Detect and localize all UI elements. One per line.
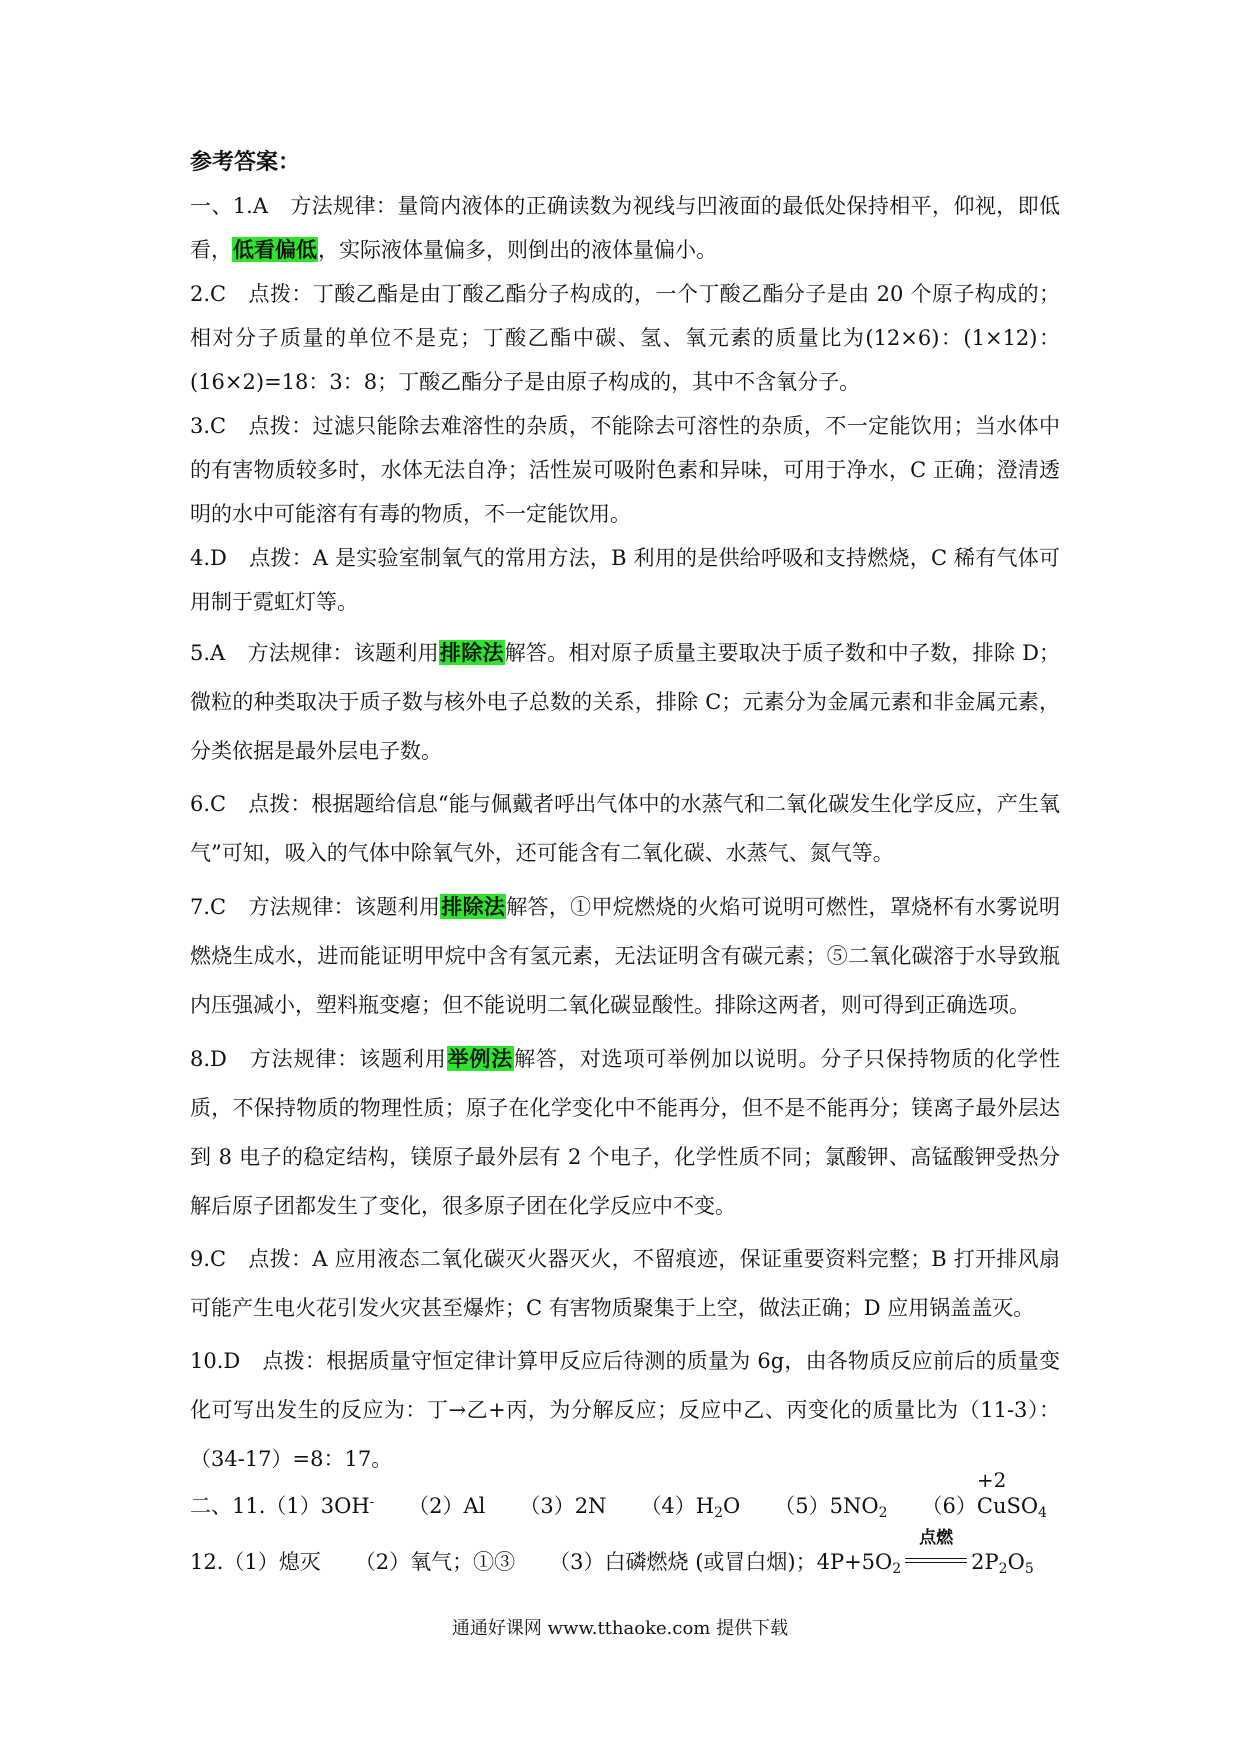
answer-text: 方法规律：量筒内液体的正确读数为视线与凹液面的最低处保持相平，仰视，即低看，: [190, 194, 1060, 262]
highlighted-term: 排除法: [439, 640, 504, 665]
answer-label: 9.C: [190, 1247, 227, 1271]
reaction-condition: 点燃: [901, 1540, 971, 1584]
answer-text: 方法规律：该题利用: [248, 895, 441, 919]
answer-text: 方法规律：该题利用: [248, 1047, 447, 1071]
page-footer: 通通好课网 www.tthaoke.com 提供下载: [451, 1618, 789, 1639]
answer-item: [190, 1337, 1060, 1484]
section-two-prefix: 二、: [190, 1494, 232, 1518]
answer-text: 点拨：根据质量守恒定律计算甲反应后待测的质量为 6g，由各物质反应前后的质量变化可写出发生的反应为：丁→乙+丙，为分解反应；反应中乙、丙变化的质量比为（11-3）：（34-17）=8：17。: [190, 1349, 1060, 1471]
answer-label: 2.C: [190, 282, 227, 306]
answer-item: [190, 1235, 1060, 1333]
answer-text: 解答。相对原子质量主要取决于质子数和中子数，排除 D；微粒的种类取决于质子数与核外电子总数的关系，排除 C；元素分为金属元素和非金属元素，分类依据是最外层电子数。: [190, 641, 1061, 763]
q12-part-2: （2）氧气；①③: [354, 1550, 516, 1574]
highlighted-term: 举例法: [447, 1046, 514, 1071]
highlighted-term: 排除法: [441, 894, 506, 919]
answer-label: 1.A: [232, 194, 268, 218]
answer-page: [190, 140, 1060, 1584]
q11-label: 11.: [232, 1494, 266, 1518]
answer-item: [190, 536, 1060, 624]
question-12: [190, 1528, 1060, 1584]
answer-item: [190, 272, 1060, 404]
q12-part-1: （1）熄灭: [223, 1550, 321, 1574]
highlighted-term: 低看偏低: [233, 237, 317, 262]
q11-part-4: $(4)H_2O$: [640, 1494, 741, 1521]
q11-part-3: （3）2N: [519, 1494, 607, 1518]
q11-part-6: （6） +2 CuSO$_4$: [922, 1484, 1048, 1528]
page-heading: 参考答案：: [190, 149, 301, 175]
answer-item: [190, 404, 1060, 536]
answer-item: [190, 1034, 1060, 1231]
q11-part-2: （2）Al: [408, 1494, 486, 1518]
section-one-prefix: 一、: [190, 194, 233, 218]
answer-text: 点拨：丁酸乙酯是由丁酸乙酯分子构成的，一个丁酸乙酯分子是由 20 个原子构成的；相对分子质量的单位不是克；丁酸乙酯中碳、氢、氧元素的质量比为(12×6)：(1×12)：(16×2)=18：3：8；丁酸乙酯分子是由原子构成的，其中不含氧分子。: [190, 282, 1060, 394]
answer-text: 点拨：A 应用液态二氧化碳灭火器灭火，不留痕迹，保证重要资料完整；B 打开排风扇可能产生电火花引发火灾甚至爆炸；C 有害物质聚集于上空，做法正确；D 应用锅盖盖灭。: [190, 1247, 1060, 1320]
answer-label: 3.C: [190, 414, 227, 438]
answer-text: 点拨：过滤只能除去难溶性的杂质，不能除去可溶性的杂质，不一定能饮用；当水体中的有害物质较多时，水体无法自净；活性炭可吸附色素和异味，可用于净水，C 正确；澄清透明的水中可能溶有有毒的物质，不一定能饮用。: [190, 414, 1060, 526]
answer-text: 解答，对选项可举例加以说明。分子只保持物质的化学性质，不保持物质的物理性质；原子在化学变化中不能再分，但不是不能再分；镁离子最外层达到 8 电子的稳定结构，镁原子最外层有 2 个电子，化学性质不同；氯酸钾、高锰酸钾受热分解后原子团都发生了变化，很多原子团在化学反应中不变。: [190, 1047, 1061, 1218]
answer-item: [190, 628, 1060, 776]
answer-text: 方法规律：该题利用: [247, 641, 439, 665]
answer-item: [190, 882, 1060, 1030]
answer-text: ，实际液体量偏多，则倒出的液体量偏小。: [318, 238, 717, 262]
answer-item: [190, 184, 1060, 272]
valence-marker: +2 Cu: [976, 1468, 1007, 1518]
q12-part-3: （3）白磷燃烧 (或冒白烟)；$4P+5O_2$ 点燃 $2P_2O_5$: [549, 1550, 1034, 1574]
answer-label: 4.D: [190, 546, 227, 570]
answer-label: 7.C: [190, 895, 227, 919]
answer-label: 5.A: [190, 641, 226, 665]
q11-part-1: （1）3OH-: [265, 1494, 375, 1518]
q11-part-5: $(5)5NO_2$: [774, 1494, 888, 1521]
answer-text: 解答，①甲烷燃烧的火焰可说明可燃性，罩烧杯有水雾说明燃烧生成水，进而能证明甲烷中含有氢元素，无法证明含有碳元素；⑤二氧化碳溶于水导致瓶内压强减小，塑料瓶变瘪；但不能说明二氧化碳显酸性。排除这两者，则可得到正确选项。: [190, 895, 1061, 1017]
answer-text: 点拨：A 是实验室制氧气的常用方法，B 利用的是供给呼吸和支持燃烧，C 稀有气体可用制于霓虹灯等。: [190, 546, 1060, 614]
answer-label: 6.C: [190, 792, 227, 816]
q12-label: 12.: [190, 1550, 224, 1574]
answer-text: 点拨：根据题给信息“能与佩戴者呼出气体中的水蒸气和二氧化碳发生化学反应，产生氧气”可知，吸入的气体中除氧气外，还可能含有二氧化碳、水蒸气、氮气等。: [190, 792, 1060, 865]
answer-label: 10.D: [190, 1349, 241, 1373]
section-one: [190, 184, 1060, 1484]
answer-item: [190, 780, 1060, 878]
answer-label: 8.D: [190, 1047, 227, 1071]
